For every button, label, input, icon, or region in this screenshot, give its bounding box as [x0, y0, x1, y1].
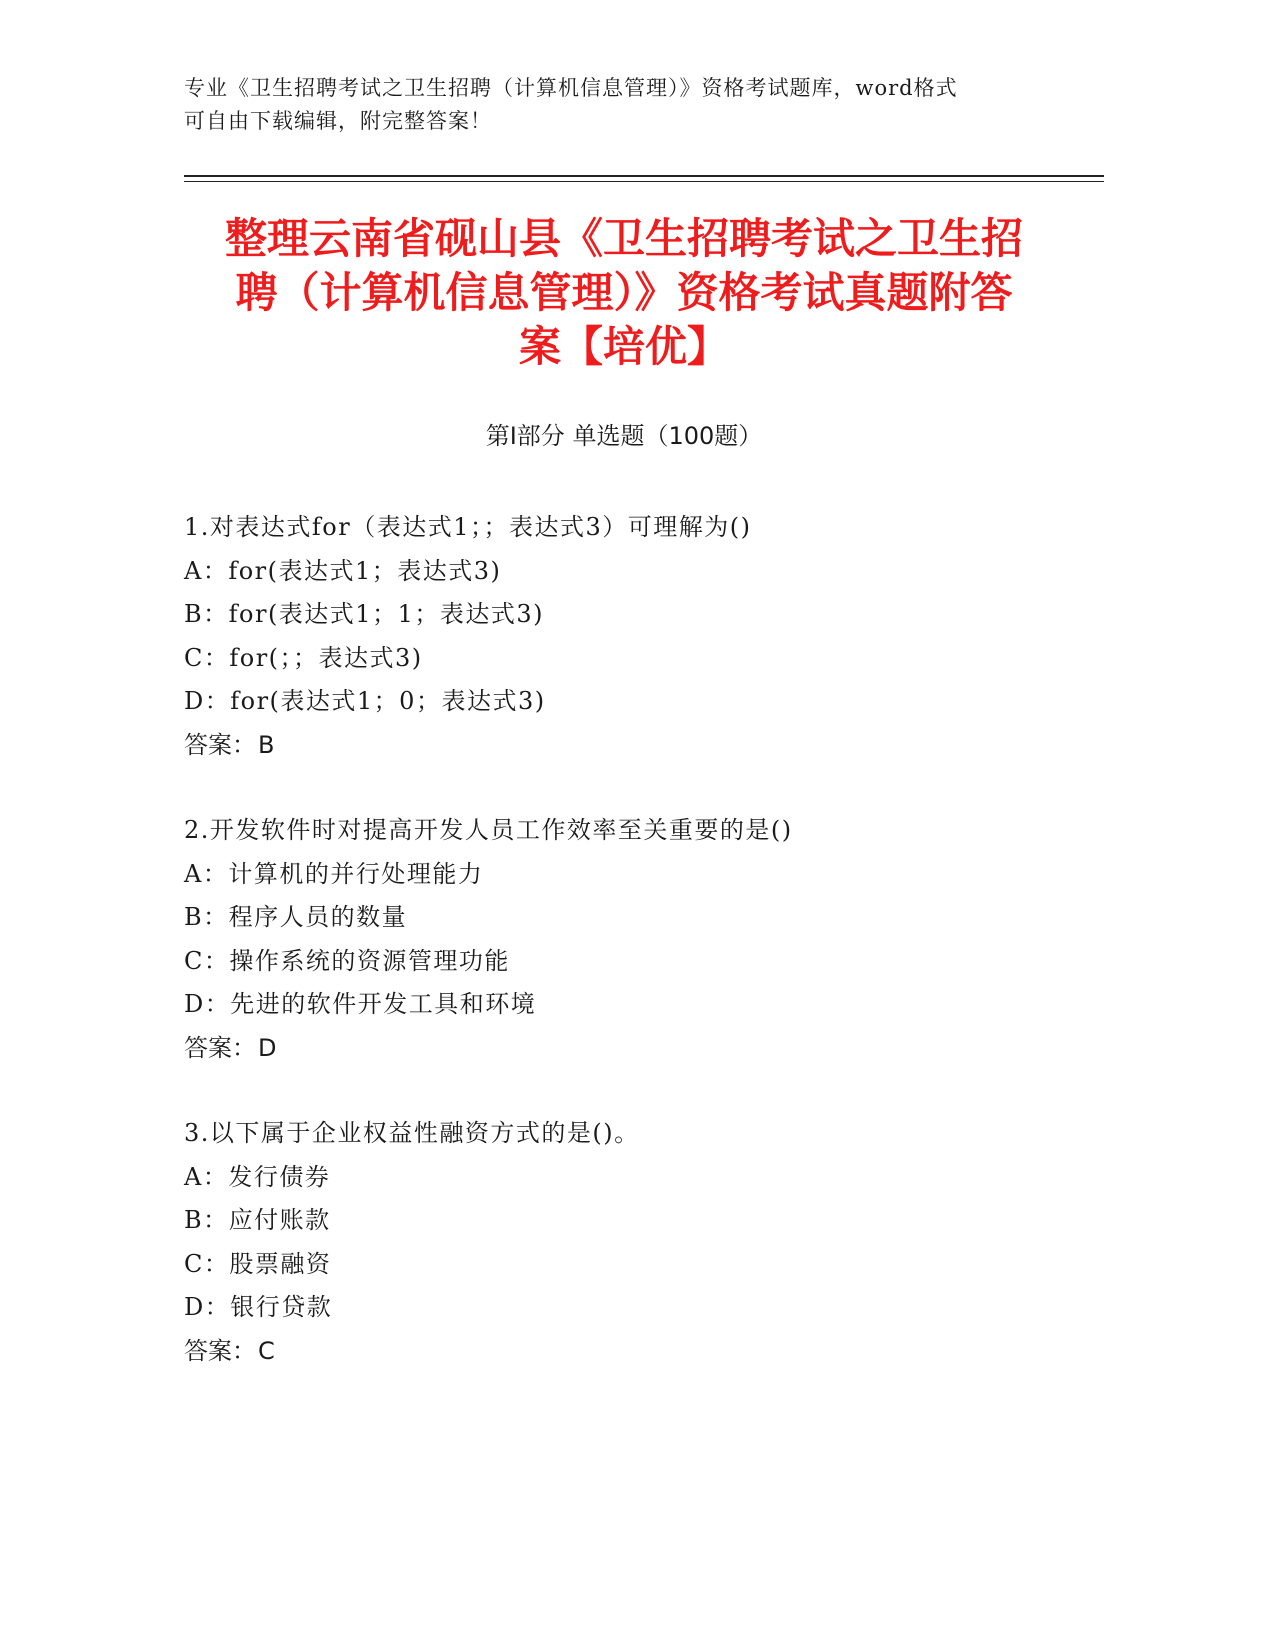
question-list: [184, 506, 1084, 1415]
section-heading: 第Ⅰ部分 单选题（100题）: [485, 422, 763, 450]
answer-line: [184, 724, 1084, 768]
header-note-line-2: 可自由下载编辑，附完整答案！: [184, 109, 492, 133]
option-d: D：银行贷款: [184, 1293, 333, 1321]
option-b: B：程序人员的数量: [184, 903, 408, 931]
document-title-line-1: 整理云南省砚山县《卫生招聘考试之卫生招: [224, 214, 1023, 263]
option-a: A：for(表达式1；表达式3): [184, 556, 502, 585]
answer-value: B: [258, 730, 275, 759]
option-b: B：for(表达式1；1；表达式3): [184, 600, 544, 628]
question-stem: 3.以下属于企业权益性融资方式的是()。: [184, 1119, 640, 1147]
question-1: [184, 506, 1084, 767]
answer-label: 答案：: [184, 1033, 256, 1062]
document-header-note: [184, 72, 1064, 138]
option-b: B：应付账款: [184, 1206, 331, 1234]
document-title-line-3: 案【培优】: [518, 322, 729, 371]
question-2: [184, 809, 1084, 1070]
question-stem: 2.开发软件时对提高开发人员工作效率至关重要的是(): [184, 816, 793, 844]
question-stem: 1.对表达式for（表达式1；；表达式3）可理解为(): [184, 513, 752, 541]
header-divider-thin: [184, 181, 1104, 182]
option-a: A：计算机的并行处理能力: [184, 859, 484, 888]
option-d: D：先进的软件开发工具和环境: [184, 990, 537, 1018]
option-d: D：for(表达式1；0；表达式3): [184, 687, 546, 715]
document-title: [184, 212, 1064, 374]
header-note-line-1: 专业《卫生招聘考试之卫生招聘（计算机信息管理）》资格考试题库，word格式: [184, 76, 958, 100]
header-divider-thick: [184, 175, 1104, 177]
answer-value: D: [258, 1033, 277, 1062]
option-c: C：股票融资: [184, 1249, 332, 1278]
option-a: A：发行债券: [184, 1162, 331, 1191]
answer-value: C: [258, 1336, 275, 1365]
question-3: [184, 1112, 1084, 1373]
answer-line: [184, 1027, 1084, 1071]
option-c: C：操作系统的资源管理功能: [184, 946, 510, 975]
answer-label: 答案：: [184, 730, 256, 759]
answer-line: [184, 1330, 1084, 1374]
option-c: C：for(；；表达式3): [184, 643, 423, 672]
document-title-line-2: 聘（计算机信息管理）》资格考试真题附答: [235, 268, 1013, 317]
answer-label: 答案：: [184, 1336, 256, 1365]
